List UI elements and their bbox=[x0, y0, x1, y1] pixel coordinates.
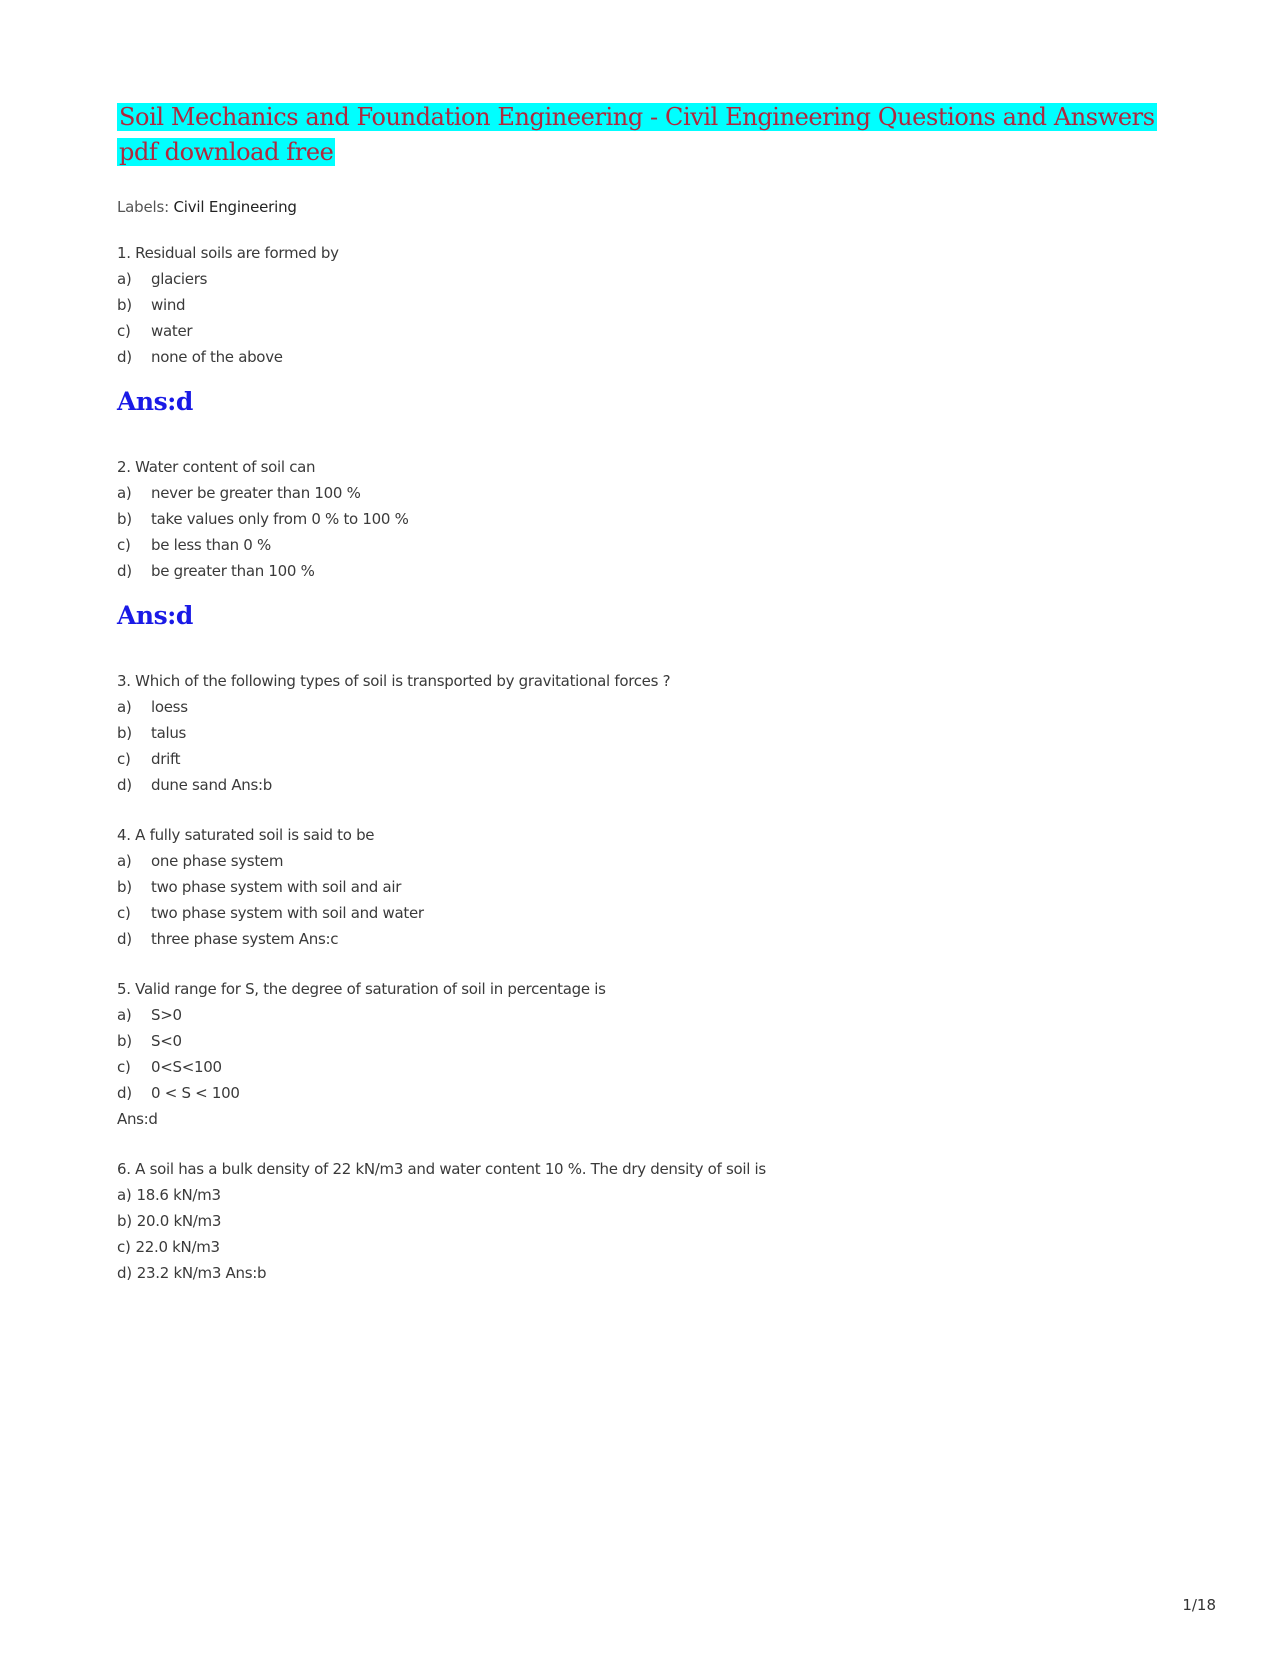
question-6 bbox=[117, 1156, 1197, 1286]
option-letter: a) bbox=[117, 1186, 132, 1204]
option-text: talus bbox=[151, 724, 187, 742]
option-letter: a) bbox=[117, 698, 132, 716]
question-text: 5. Valid range for S, the degree of saturation of soil in percentage is bbox=[117, 980, 606, 998]
option-text: 0 < S < 100 bbox=[151, 1084, 240, 1102]
labels-prefix: Labels: bbox=[117, 198, 169, 216]
option-text: 22.0 kN/m3 bbox=[135, 1238, 220, 1256]
question-text: 4. A fully saturated soil is said to be bbox=[117, 826, 375, 844]
answer-text: Ans:d bbox=[117, 1110, 158, 1128]
option-text: wind bbox=[151, 296, 186, 314]
option-text: two phase system with soil and water bbox=[151, 904, 424, 922]
option-text: two phase system with soil and air bbox=[151, 878, 402, 896]
option-letter: b) bbox=[117, 510, 132, 528]
option-letter: c) bbox=[117, 1058, 131, 1076]
option-letter: b) bbox=[117, 296, 132, 314]
question-3 bbox=[117, 668, 1197, 798]
option-c bbox=[117, 318, 1197, 344]
option-letter: d) bbox=[117, 1264, 132, 1282]
option-text: be greater than 100 % bbox=[151, 562, 315, 580]
answer-heading: Ans:d bbox=[117, 387, 193, 416]
option-text: take values only from 0 % to 100 % bbox=[151, 510, 409, 528]
option-letter: b) bbox=[117, 878, 132, 896]
option-a bbox=[117, 266, 1197, 292]
option-c bbox=[117, 532, 1197, 558]
question-1 bbox=[117, 240, 1197, 420]
option-text: S<0 bbox=[151, 1032, 182, 1050]
option-a bbox=[117, 480, 1197, 506]
option-text: dune sand Ans:b bbox=[151, 776, 272, 794]
option-letter: c) bbox=[117, 536, 131, 554]
option-c bbox=[117, 1234, 1197, 1260]
question-4 bbox=[117, 822, 1197, 952]
document-title-text: Soil Mechanics and Foundation Engineering - Civil Engineering Questions and Answers pdf download free bbox=[119, 103, 1155, 166]
question-text: 1. Residual soils are formed by bbox=[117, 244, 339, 262]
option-letter: c) bbox=[117, 904, 131, 922]
option-d bbox=[117, 1080, 1197, 1106]
option-d bbox=[117, 558, 1197, 584]
option-letter: b) bbox=[117, 724, 132, 742]
labels-line bbox=[117, 198, 1197, 216]
option-a bbox=[117, 694, 1197, 720]
option-c bbox=[117, 900, 1197, 926]
option-d bbox=[117, 926, 1197, 952]
document-page bbox=[117, 100, 1197, 1286]
question-5 bbox=[117, 976, 1197, 1132]
option-letter: d) bbox=[117, 776, 132, 794]
option-letter: a) bbox=[117, 484, 132, 502]
answer-heading: Ans:d bbox=[117, 601, 193, 630]
option-letter: d) bbox=[117, 348, 132, 366]
option-text: water bbox=[151, 322, 193, 340]
option-text: one phase system bbox=[151, 852, 284, 870]
option-text: glaciers bbox=[151, 270, 208, 288]
document-title bbox=[117, 100, 1197, 170]
question-text: 6. A soil has a bulk density of 22 kN/m3 and water content 10 %. The dry density of soil is bbox=[117, 1160, 766, 1178]
option-a bbox=[117, 848, 1197, 874]
option-text: none of the above bbox=[151, 348, 283, 366]
option-letter: a) bbox=[117, 270, 132, 288]
option-letter: c) bbox=[117, 322, 131, 340]
option-a bbox=[117, 1002, 1197, 1028]
option-c bbox=[117, 746, 1197, 772]
option-letter: d) bbox=[117, 562, 132, 580]
option-b bbox=[117, 506, 1197, 532]
option-text: 20.0 kN/m3 bbox=[136, 1212, 222, 1230]
page-number: 1/18 bbox=[1182, 1596, 1216, 1614]
option-text: never be greater than 100 % bbox=[151, 484, 361, 502]
option-letter: c) bbox=[117, 750, 131, 768]
option-letter: b) bbox=[117, 1212, 132, 1230]
option-b bbox=[117, 292, 1197, 318]
question-text: 3. Which of the following types of soil is transported by gravitational forces ? bbox=[117, 672, 671, 690]
option-letter: c) bbox=[117, 1238, 131, 1256]
option-text: loess bbox=[151, 698, 188, 716]
option-text: 0<S<100 bbox=[151, 1058, 222, 1076]
option-letter: a) bbox=[117, 1006, 132, 1024]
option-text: 18.6 kN/m3 bbox=[136, 1186, 221, 1204]
option-d bbox=[117, 772, 1197, 798]
option-text: 23.2 kN/m3 Ans:b bbox=[136, 1264, 267, 1282]
option-b bbox=[117, 720, 1197, 746]
option-c bbox=[117, 1054, 1197, 1080]
option-text: S>0 bbox=[151, 1006, 182, 1024]
option-d bbox=[117, 1260, 1197, 1286]
option-b bbox=[117, 874, 1197, 900]
option-text: three phase system Ans:c bbox=[151, 930, 339, 948]
option-letter: b) bbox=[117, 1032, 132, 1050]
question-text: 2. Water content of soil can bbox=[117, 458, 316, 476]
option-letter: a) bbox=[117, 852, 132, 870]
option-letter: d) bbox=[117, 930, 132, 948]
option-b bbox=[117, 1208, 1197, 1234]
option-d bbox=[117, 344, 1197, 370]
option-b bbox=[117, 1028, 1197, 1054]
label-link-civil-engineering[interactable]: Civil Engineering bbox=[173, 198, 297, 216]
question-2 bbox=[117, 454, 1197, 634]
option-letter: d) bbox=[117, 1084, 132, 1102]
option-text: drift bbox=[151, 750, 181, 768]
option-text: be less than 0 % bbox=[151, 536, 271, 554]
option-a bbox=[117, 1182, 1197, 1208]
